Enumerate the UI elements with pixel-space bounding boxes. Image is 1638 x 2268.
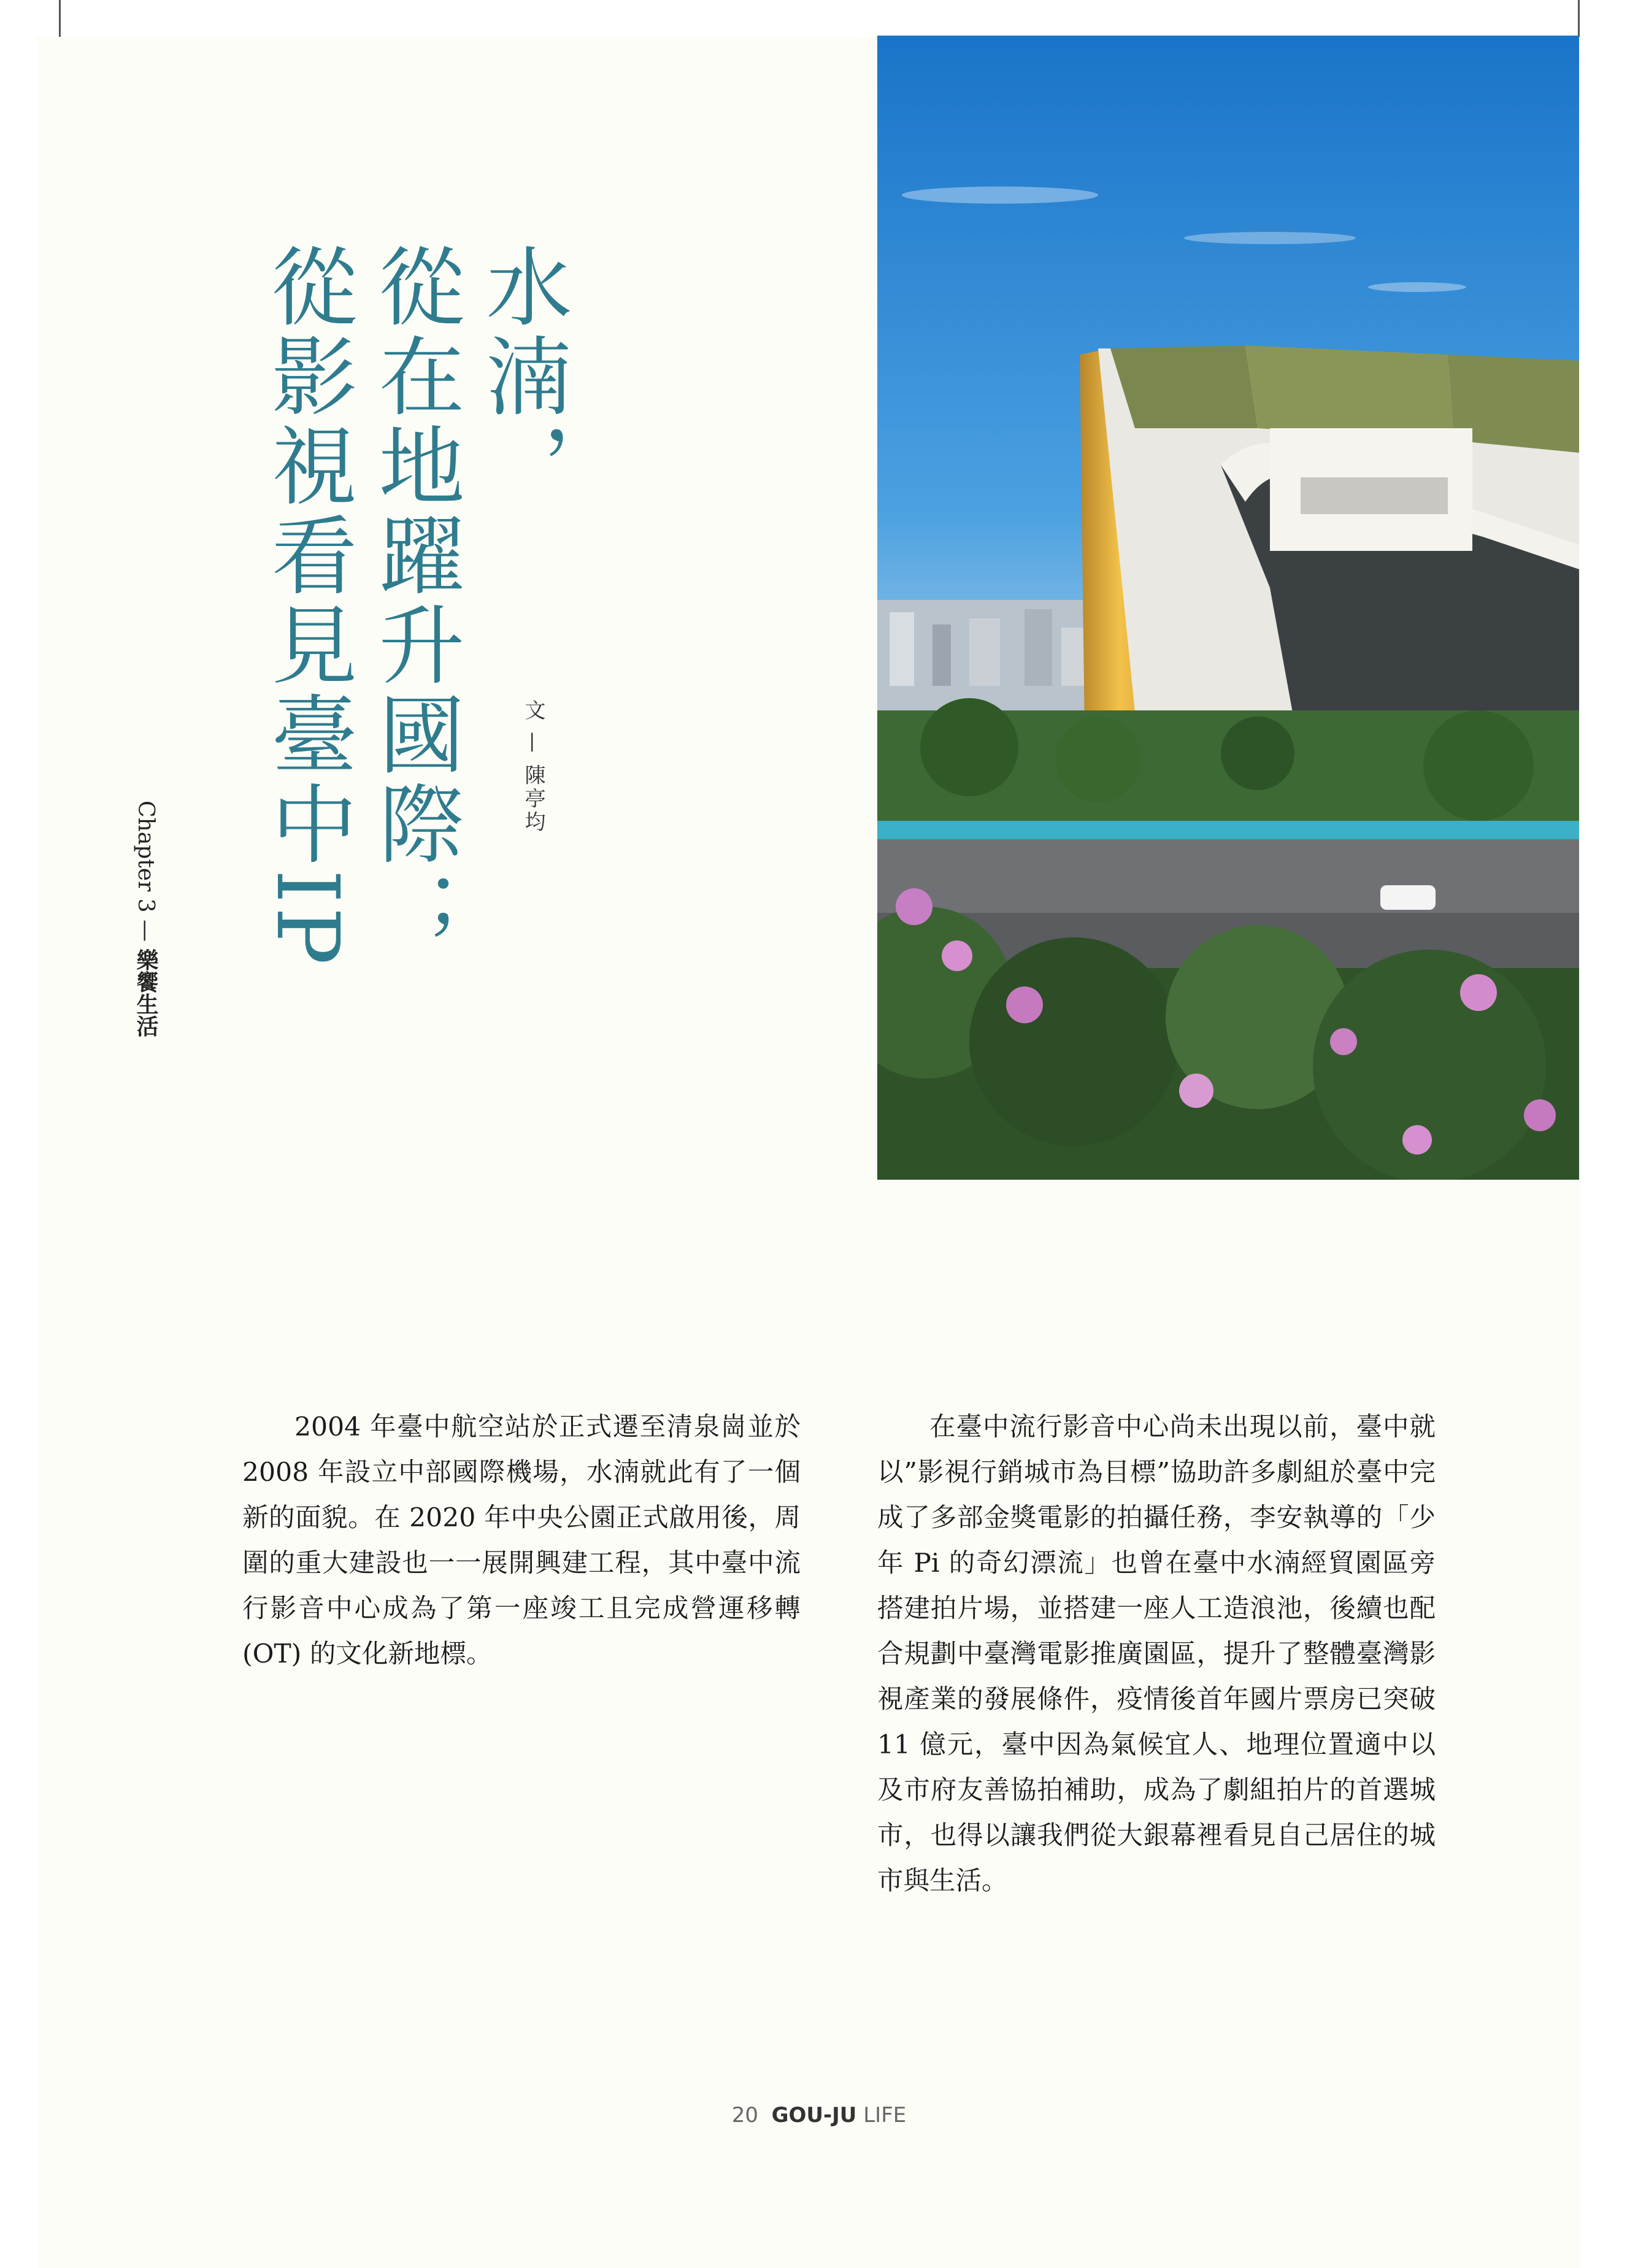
crop-mark-right [1578,0,1580,37]
chapter-label [130,801,161,1037]
byline: 文 — 陳亭均 [521,699,545,834]
crop-mark-left [59,0,61,37]
title-line-2: 從在地躍升國際； [364,242,464,959]
page-number: 20 [731,2103,758,2128]
body-paragraph-1: 2004 年臺中航空站於正式遷至清泉崗並於 2008 年設立中部國際機場，水湳就此有了一個新的面貌。在 2020 年中央公園正式啟用後，周圍的重大建設也一一展開興建工程，其中臺中流行影音中心成為了第一座竣工且完成營運移轉 (OT) 的文化新地標。 [242,1412,801,1669]
title-line-1: 水湳， [472,242,572,511]
building-photo-icon [877,36,1579,1180]
chapter-name: 樂饗生活 [133,948,158,1037]
body-paragraph-2: 在臺中流行影音中心尚未出現以前，臺中就以”影視行銷城市為目標”協助許多劇組於臺中完成了多部金獎電影的拍攝任務，李安執導的「少年 Pi 的奇幻漂流」也曾在臺中水湳經貿園區旁搭建拍片場，並搭建一座人工造浪池，後續也配合規劃中臺灣電影推廣園區，提升了整體臺灣影視產業的發展條件，疫情後首年國片票房已突破 11 億元，臺中因為氣候宜人、地理位置適中以及市府友善協拍補助，成為了劇組拍片的首選城市，也得以讓我們從大銀幕裡看見自己居住的城市與生活。 [877,1412,1436,1896]
footer-suffix: LIFE [863,2103,907,2128]
chapter-number: Chapter 3 — [133,801,158,949]
footer-brand: GOU-JU [771,2103,857,2128]
footer [0,2103,1638,2128]
building-photo [877,36,1579,1180]
title-line-3: 從影視看見臺中IP [257,242,357,969]
